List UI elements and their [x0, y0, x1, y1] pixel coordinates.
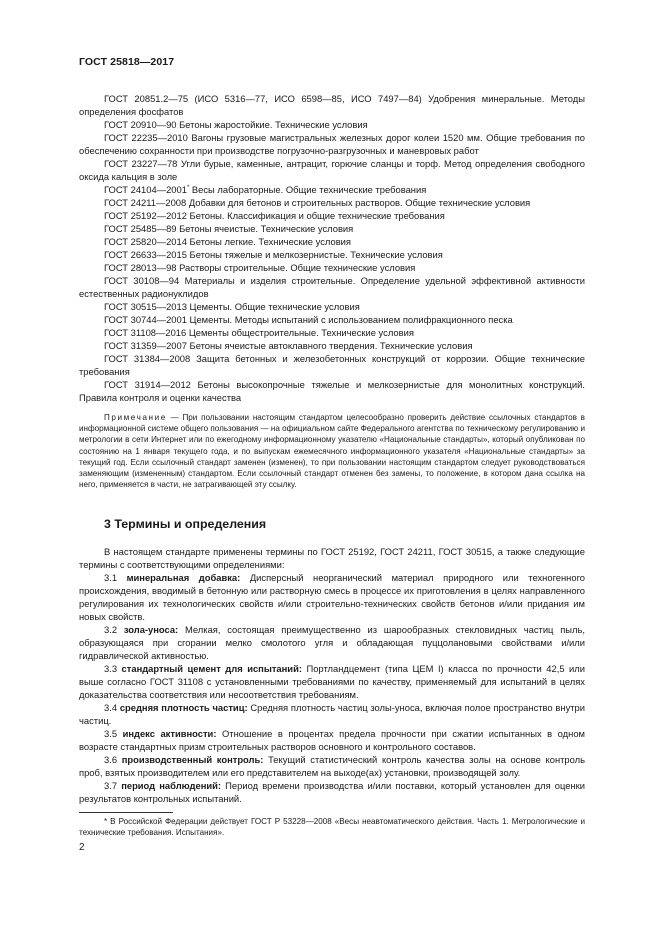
term-name: средняя плотность частиц: — [119, 702, 248, 713]
reference-item: ГОСТ 24211—2008 Добавки для бетонов и строительных растворов. Общие технические условия — [104, 197, 531, 208]
reference-item: ГОСТ 31359—2007 Бетоны ячеистые автоклавного твердения. Технические условия — [104, 340, 473, 351]
term-definition: 3.5 индекс активности: Отношение в процентах предела прочности при сжатии испытанных в одном возрасте стандартных призм строительных растворов основного и контрольного составов. — [79, 728, 585, 752]
term-definition: 3.3 стандартный цемент для испытаний: Портландцемент (типа ЦЕМ I) класса по прочности 42,5 или выше согласно ГОСТ 31108 с установленными требованиями по качеству, применяемый для испытаний в целях доказательства соответствия или несоответствия требованиям. — [79, 663, 585, 700]
footnote-separator — [79, 812, 173, 813]
page-number: 2 — [79, 842, 85, 853]
reference-item: ГОСТ 30744—2001 Цементы. Методы испытаний с использованием полифракционного песка — [104, 314, 513, 325]
term-name: минеральная добавка: — [126, 572, 241, 583]
reference-text: ГОСТ 24104—2001 — [104, 184, 187, 195]
reference-item: ГОСТ 31108—2016 Цементы общестроительные. Технические условия — [104, 327, 414, 338]
reference-item — [79, 183, 585, 196]
reference-item: ГОСТ 20851.2—75 (ИСО 5316—77, ИСО 6598—85, ИСО 7497—84) Удобрения минеральные. Методы определения фосфатов — [79, 93, 585, 117]
reference-item: ГОСТ 22235—2010 Вагоны грузовые магистральных железных дорог колеи 1520 мм. Общие требования по обеспечению сохранности при производстве погрузочно-разгрузочных и маневровых работ — [79, 132, 585, 156]
normative-references-list — [79, 92, 585, 404]
term-name: индекс активности: — [122, 728, 217, 739]
reference-item: ГОСТ 23227—78 Угли бурые, каменные, антрацит, горючие сланцы и торф. Метод определения свободного оксида кальция в золе — [79, 158, 585, 182]
note-label: Примечание — [104, 413, 167, 422]
footnote-text: В Российской Федерации действует ГОСТ Р 53228—2008 «Весы неавтоматического действия. Часть 1. Метрологические и технические требования. Испытания». — [79, 817, 585, 838]
term-definition: 3.2 зола-уноса: Мелкая, состоящая преимущественно из шарообразных стекловидных частиц пыль, образующаяся при сгорании мелко смолотого угля и обладающая пуццолановыми свойствами и/или гидравлической активностью. — [79, 624, 585, 661]
footnote — [79, 816, 585, 838]
note-text: — При пользовании настоящим стандартом целесообразно проверить действие ссылочных стандартов в информационной системе общего пользования — на официальном сайте Федерального агентства по техническому регулированию и метрологии в сети Интернет или по ежегодному информационному указателю «Национальные стандарты», который опубликован по состоянию на 1 января текущего года, и по выпускам ежемесячного информационного указателя «Национальные стандарты» за текущий год. Если ссылочный стандарт заменен (изменен), то при пользовании настоящим стандартом следует руководствоваться заменяющим (измененным) стандартом. Если ссылочный стандарт отменен без замены, то положение, в котором дана ссылка на него, применяется в части, не затрагивающей эту ссылку. — [79, 413, 585, 490]
reference-item: ГОСТ 20910—90 Бетоны жаростойкие. Технические условия — [104, 119, 368, 130]
note-paragraph — [79, 412, 585, 490]
term-name: зола-уноса: — [123, 624, 179, 635]
reference-item: ГОСТ 25192—2012 Бетоны. Классификация и общие технические требования — [104, 210, 445, 221]
reference-item: ГОСТ 26633—2015 Бетоны тяжелые и мелкозернистые. Технические условия — [104, 249, 443, 260]
term-definition: 3.6 производственный контроль: Текущий статистический контроль качества золы на основе контроль проб, взятых производителем или его представителем на выходе(ах) установки, производящей золу. — [79, 754, 586, 778]
term-name: период наблюдений: — [121, 780, 222, 791]
reference-item: ГОСТ 25485—89 Бетоны ячеистые. Технические условия — [104, 223, 354, 234]
reference-item: ГОСТ 25820—2014 Бетоны легкие. Технические условия — [104, 236, 351, 247]
definitions-list — [79, 545, 585, 805]
term-name: производственный контроль: — [121, 754, 264, 765]
section-title: 3 Термины и определения — [104, 517, 267, 531]
reference-item: ГОСТ 31384—2008 Защита бетонных и железобетонных конструкций от коррозии. Общие технические требования — [79, 353, 585, 377]
reference-item: ГОСТ 30108—94 Материалы и изделия строительные. Определение удельной эффективной активности естественных радионуклидов — [79, 275, 585, 299]
reference-item: ГОСТ 31914—2012 Бетоны высокопрочные тяжелые и мелкозернистые для монолитных конструкций. Правила контроля и оценки качества — [79, 379, 585, 403]
term-definition: 3.4 средняя плотность частиц: Средняя плотность частиц золы-уноса, включая полое пространство внутри частиц. — [79, 702, 586, 726]
reference-item: ГОСТ 28013—98 Растворы строительные. Общие технические условия — [104, 262, 416, 273]
term-name: стандартный цемент для испытаний: — [121, 663, 302, 674]
term-definition: 3.1 минеральная добавка: Дисперсный неорганический материал природного или техногенного происхождения, вводимый в бетонную или растворную смесь в процессе их приготовления в целях направленного регулирования их технологических свойств и/или строительно-технических свойств бетонов и/или придания им новых свойств. — [79, 572, 585, 622]
section-intro: В настоящем стандарте применены термины по ГОСТ 25192, ГОСТ 24211, ГОСТ 30515, а также следующие термины с соответствующими определениями: — [79, 546, 585, 570]
footnote-mark: * — [186, 184, 190, 191]
document-header: ГОСТ 25818—2017 — [79, 56, 175, 68]
reference-item: ГОСТ 30515—2013 Цементы. Общие технические условия — [104, 301, 360, 312]
reference-text: Весы лабораторные. Общие технические требования — [189, 184, 427, 195]
footnote-mark: * — [104, 817, 108, 826]
term-definition: 3.7 период наблюдений: Период времени производства и/или поставки, который установлен для оценки результатов контрольных испытаний. — [79, 780, 586, 804]
